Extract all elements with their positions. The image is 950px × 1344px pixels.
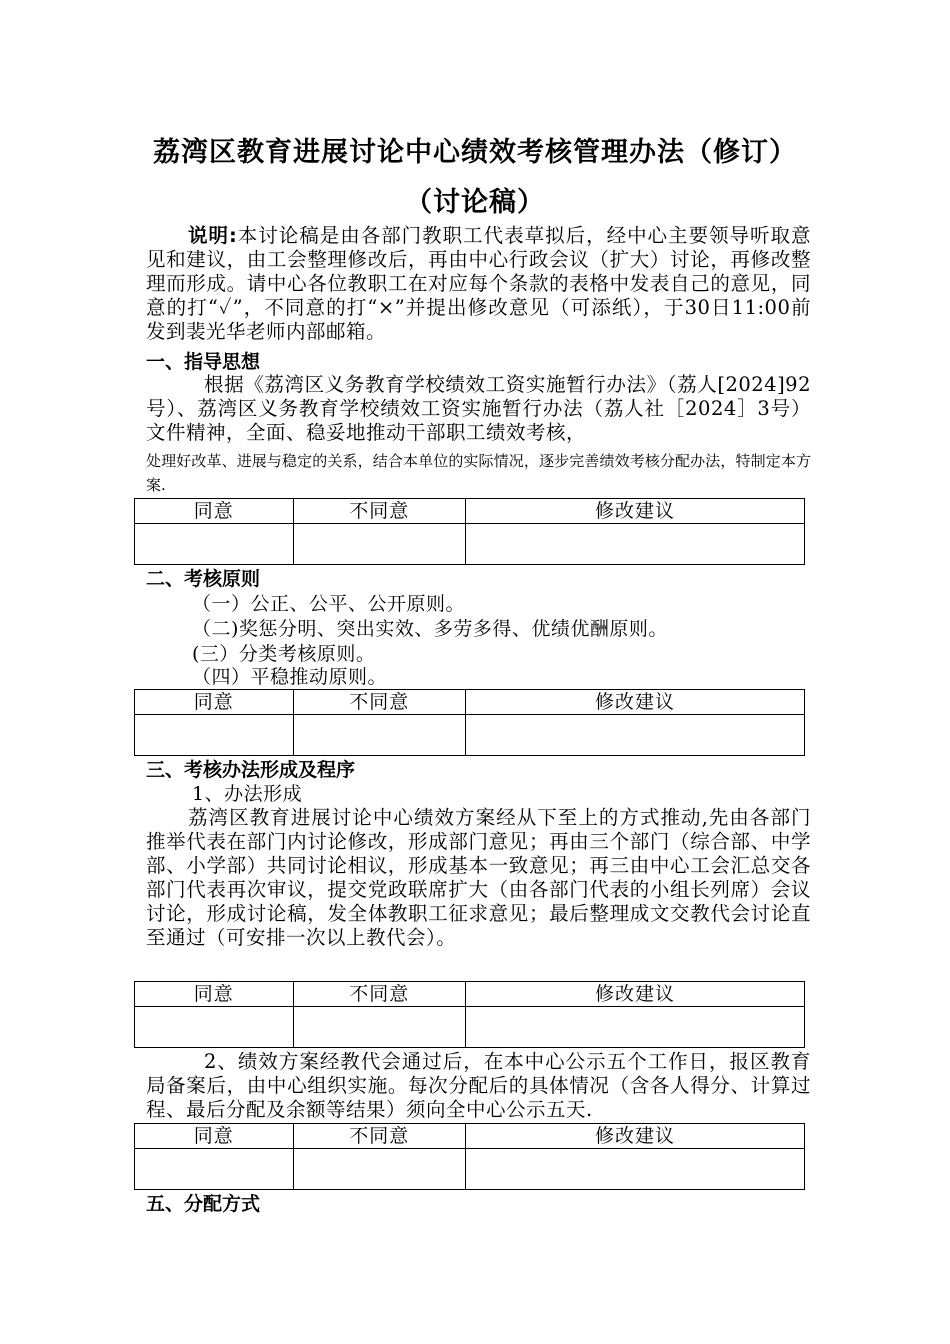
disagree-header: 不同意 — [293, 690, 466, 715]
suggestion-header: 修改建议 — [466, 499, 805, 524]
section-2-heading: 二、考核原则 — [146, 568, 261, 590]
disagree-cell[interactable] — [293, 715, 466, 756]
opinion-table-3 — [134, 981, 805, 1048]
suggestion-cell[interactable] — [466, 715, 805, 756]
section-5-heading: 五、分配方式 — [146, 1193, 261, 1215]
principle-item: （二)奖惩分明、突出实效、多劳多得、优绩优酬原则。 — [192, 618, 668, 640]
disagree-header: 不同意 — [293, 499, 466, 524]
suggestion-cell[interactable] — [466, 524, 805, 565]
agree-header: 同意 — [135, 690, 294, 715]
suggestion-header: 修改建议 — [466, 982, 805, 1007]
suggestion-header: 修改建议 — [466, 690, 805, 715]
section-3-para1: 荔湾区教育进展讨论中心绩效方案经从下至上的方式推动,先由各部门推举代表在部门内讨论修改，形成部门意见；再由三个部门（综合部、中学部、小学部）共同讨论相议，形成基本一致意见；再三由中心工会汇总交各部门代表再次审议，提交党政联席扩大（由各部门代表的小组长列席）会议讨论，形成讨论稿，发全体教职工征求意见；最后整理成文交教代会讨论直至通过（可安排一次以上教代会）。 — [146, 806, 811, 949]
principle-item: （四）平稳推动原则。 — [192, 666, 388, 688]
document-subtitle: （讨论稿） — [405, 187, 545, 218]
note-paragraph — [146, 224, 811, 344]
opinion-table-4 — [134, 1123, 805, 1190]
section-1-heading: 一、指导思想 — [146, 351, 261, 373]
section-3-sub1: 1、办法形成 — [192, 783, 303, 805]
section-1-body: 根据《荔湾区义务教育学校绩效工资实施暂行办法》（荔人[2024]92号）、荔湾区义务教育学校绩效工资实施暂行办法（荔人社［2024］3号）文件精神，全面、稳妥地推动干部职工绩效考核， — [146, 373, 811, 444]
disagree-header: 不同意 — [293, 982, 466, 1007]
document-title: 荔湾区教育进展讨论中心绩效考核管理办法（修订） — [153, 137, 797, 168]
disagree-cell[interactable] — [293, 524, 466, 565]
disagree-header: 不同意 — [293, 1124, 466, 1149]
note-text: 本讨论稿是由各部门教职工代表草拟后，经中心主要领导听取意见和建议，由工会整理修改后，再由中心行政会议（扩大）讨论，再修改整理而形成。请中心各位教职工在对应每个条款的表格中发表自己的意见，同意的打“✓”，不同意的打“×”并提出修改意见（可添纸），于30日11:00前发到裴光华老师内部邮箱。 — [146, 224, 811, 343]
section-1-body-small: 处理好改革、进展与稳定的关系，结合本单位的实际情况，逐步完善绩效考核分配办法，特制定本方案. — [146, 452, 811, 494]
agree-header: 同意 — [135, 1124, 294, 1149]
agree-cell[interactable] — [135, 715, 294, 756]
agree-cell[interactable] — [135, 1149, 294, 1190]
suggestion-cell[interactable] — [466, 1149, 805, 1190]
disagree-cell[interactable] — [293, 1149, 466, 1190]
suggestion-header: 修改建议 — [466, 1124, 805, 1149]
section-3-heading: 三、考核办法形成及程序 — [146, 759, 356, 781]
section-3-para2: 2、绩效方案经教代会通过后，在本中心公示五个工作日，报区教育局备案后，由中心组织实施。每次分配后的具体情况（含各人得分、计算过程、最后分配及余额等结果）须向全中心公示五天. — [146, 1050, 811, 1121]
opinion-table-1 — [134, 498, 805, 565]
agree-header: 同意 — [135, 982, 294, 1007]
agree-cell[interactable] — [135, 1007, 294, 1048]
note-label: 说明: — [188, 224, 238, 247]
agree-cell[interactable] — [135, 524, 294, 565]
principle-item: (三）分类考核原则。 — [192, 643, 376, 665]
suggestion-cell[interactable] — [466, 1007, 805, 1048]
principle-item: （一）公正、公平、公开原则。 — [192, 593, 466, 615]
disagree-cell[interactable] — [293, 1007, 466, 1048]
agree-header: 同意 — [135, 499, 294, 524]
opinion-table-2 — [134, 689, 805, 756]
